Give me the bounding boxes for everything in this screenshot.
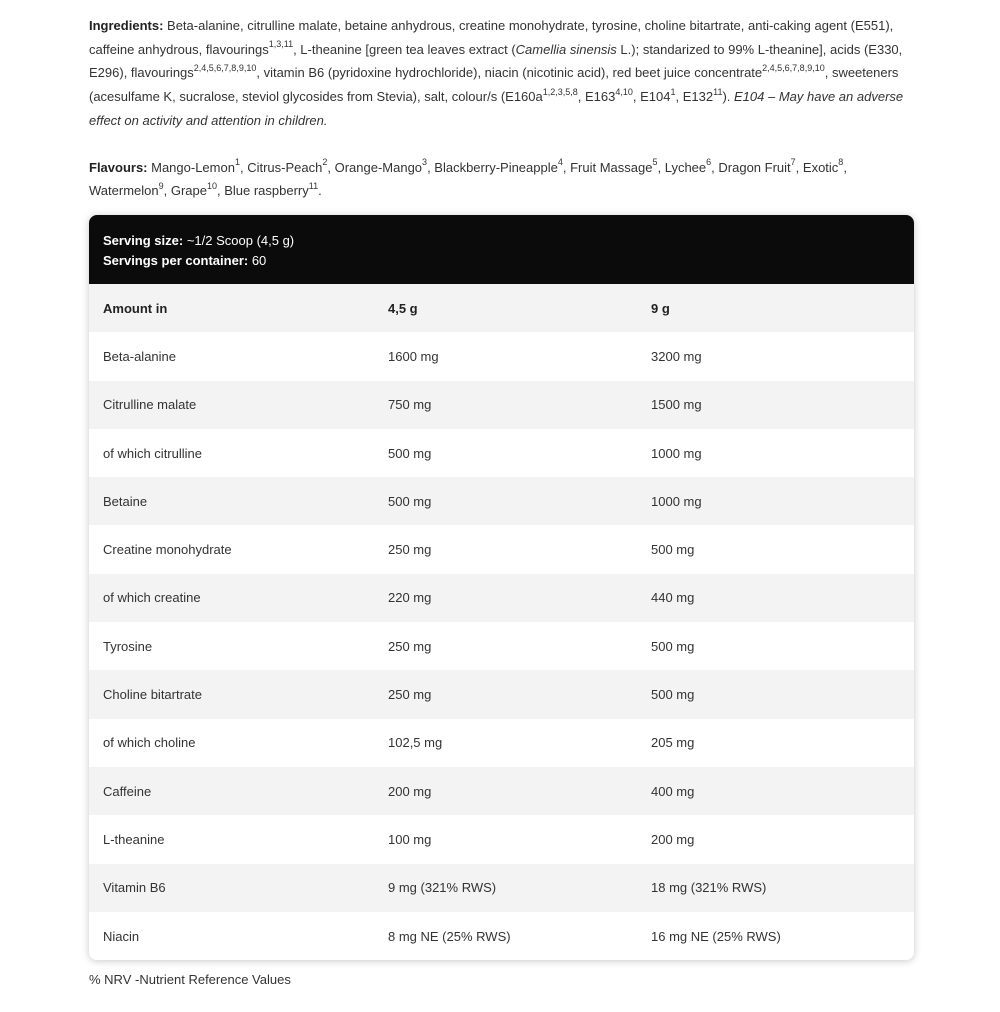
footnote-ref: 1: [670, 86, 676, 97]
footnote-ref: 4,10: [615, 86, 633, 97]
nutrient-amount: 16 mg NE (25% RWS): [651, 928, 781, 944]
footnote: % NRV -Nutrient Reference Values: [89, 972, 291, 987]
table-row: [89, 525, 914, 573]
nutrient-amount: 205 mg: [651, 735, 695, 751]
text-run: , Blackberry-Pineapple: [427, 159, 558, 175]
nutrient-amount: 200 mg: [651, 831, 695, 847]
footnote-ref: 9: [158, 180, 164, 191]
footnote-ref: 4: [557, 157, 563, 168]
table-row: [89, 864, 914, 912]
text-run: Mango-Lemon: [147, 159, 235, 175]
footnote-ref: 1: [234, 157, 240, 168]
text-run: , Blue raspberry: [217, 183, 309, 199]
table-row: [89, 477, 914, 525]
footnote-ref: 8: [838, 157, 844, 168]
text-run: , E163: [577, 89, 616, 105]
nutrient-amount: 440 mg: [651, 590, 695, 606]
table-row: [89, 429, 914, 477]
text-run: , sweeteners (acesulfame K, sucralose, steviol glycosides from Stevia), salt, colour/s (E160a: [89, 65, 899, 105]
italic-text: Camellia sinensis: [515, 41, 617, 57]
nutrient-amount: 500 mg: [651, 542, 695, 558]
nutrient-amount: 8 mg NE (25% RWS): [388, 928, 511, 944]
nutrient-name: L-theanine: [103, 831, 165, 847]
serving-size-value: ~1/2 Scoop (4,5 g): [183, 233, 295, 248]
footnote-ref: 1,3,11: [268, 39, 294, 50]
nutrient-name: Choline bitartrate: [103, 687, 202, 703]
nutrient-amount: 102,5 mg: [388, 735, 443, 751]
text-run: , E132: [675, 89, 714, 105]
table-row: [89, 332, 914, 380]
text-run: , E104: [632, 89, 671, 105]
column-header: Amount in: [103, 300, 168, 316]
text-run: .: [318, 183, 322, 199]
text-run: , Exotic: [795, 159, 839, 175]
table-row: [89, 381, 914, 429]
nutrient-amount: 250 mg: [388, 542, 432, 558]
nutrition-table: [89, 284, 914, 960]
nutrient-amount: 400 mg: [651, 783, 695, 799]
footnote-ref: 2,4,5,6,7,8,9,10: [193, 63, 257, 74]
text-run: , Fruit Massage: [562, 159, 653, 175]
footnote-ref: 2: [322, 157, 328, 168]
nutrient-amount: 1600 mg: [388, 348, 439, 364]
footnote-ref: 6: [706, 157, 712, 168]
nutrient-amount: 500 mg: [651, 638, 695, 654]
nutrient-name: Tyrosine: [103, 638, 153, 654]
ingredients-text: [89, 18, 903, 128]
text-run: , Orange-Mango: [327, 159, 423, 175]
nutrient-amount: 750 mg: [388, 397, 432, 413]
nutrient-name: of which choline: [103, 735, 196, 751]
servings-per-container-label: Servings per container:: [103, 253, 249, 268]
text-run: , L-theanine [green tea leaves extract (: [293, 41, 516, 57]
text-run: , Watermelon: [89, 159, 847, 199]
nutrient-name: Betaine: [103, 493, 148, 509]
serving-size-label: Serving size:: [103, 233, 184, 248]
table-row: [89, 574, 914, 622]
flavours-paragraph: [89, 156, 919, 203]
nutrient-amount: 500 mg: [388, 493, 432, 509]
table-row: [89, 912, 914, 960]
footnote-ref: 5: [652, 157, 658, 168]
serving-size: [103, 231, 900, 251]
ingredients-label: Ingredients:: [89, 18, 164, 33]
text-run: Beta-alanine, citrulline malate, betaine anhydrous, creatine monohydrate, tyrosine, choline bitartrate, anti-caking agent (E551), caffeine anhydrous, flavourings: [89, 18, 894, 57]
nutrient-amount: 3200 mg: [651, 348, 702, 364]
footnote-ref: 2,4,5,6,7,8,9,10: [762, 63, 825, 74]
nutrition-table-card: [89, 215, 914, 960]
text-run: , Citrus-Peach: [239, 159, 323, 175]
table-row: [89, 670, 914, 718]
nutrient-name: Citrulline malate: [103, 397, 197, 413]
nutrient-amount: 9 mg (321% RWS): [388, 880, 497, 896]
nutrient-name: Beta-alanine: [103, 348, 176, 364]
nutrient-amount: 100 mg: [388, 831, 432, 847]
text-run: , Dragon Fruit: [711, 159, 791, 175]
table-row: [89, 622, 914, 670]
table-row: [89, 767, 914, 815]
serving-info-header: [89, 215, 914, 284]
servings-per-container: [103, 251, 900, 271]
nutrient-amount: 220 mg: [388, 590, 432, 606]
footnote-ref: 10: [206, 180, 217, 191]
footnote-ref: 7: [790, 157, 796, 168]
nutrient-name: Niacin: [103, 928, 140, 944]
text-run: , Grape: [163, 183, 207, 199]
nutrient-amount: 18 mg (321% RWS): [651, 880, 767, 896]
nutrient-name: Creatine monohydrate: [103, 542, 232, 558]
nutrient-amount: 250 mg: [388, 638, 432, 654]
nutrient-amount: 200 mg: [388, 783, 432, 799]
column-header: 4,5 g: [388, 300, 418, 316]
text-run: ).: [722, 89, 735, 105]
nutrient-name: Vitamin B6: [103, 880, 166, 896]
table-row: [89, 719, 914, 767]
column-header: 9 g: [651, 300, 670, 316]
ingredients-paragraph: [89, 14, 919, 133]
servings-per-container-value: 60: [248, 253, 267, 268]
table-header-row: [89, 284, 914, 332]
nutrient-name: Caffeine: [103, 783, 152, 799]
footnote-ref: 11: [308, 180, 319, 191]
text-run: , Lychee: [657, 159, 707, 175]
text-run: , vitamin B6 (pyridoxine hydrochloride), niacin (nicotinic acid), red beet juice concentrate: [256, 65, 763, 81]
flavours-label: Flavours:: [89, 159, 148, 175]
nutrient-amount: 500 mg: [651, 687, 695, 703]
product-description: [89, 14, 919, 203]
footnote-ref: 1,2,3,5,8: [542, 86, 578, 97]
nutrient-amount: 1000 mg: [651, 445, 702, 461]
text-run: L.); standarized to 99% L-theanine], acids (E330, E296), flavourings: [89, 41, 903, 81]
nutrient-name: of which citrulline: [103, 445, 202, 461]
footnote-ref: 11: [713, 86, 723, 97]
flavours-text: [89, 157, 847, 199]
nutrient-amount: 1500 mg: [651, 397, 702, 413]
nutrient-name: of which creatine: [103, 590, 201, 606]
nutrient-amount: 500 mg: [388, 445, 432, 461]
footnote-ref: 3: [422, 157, 428, 168]
italic-text: E104 – May have an adverse effect on activity and attention in children.: [89, 89, 904, 128]
nutrient-amount: 250 mg: [388, 687, 432, 703]
table-row: [89, 815, 914, 863]
nutrient-amount: 1000 mg: [651, 493, 702, 509]
